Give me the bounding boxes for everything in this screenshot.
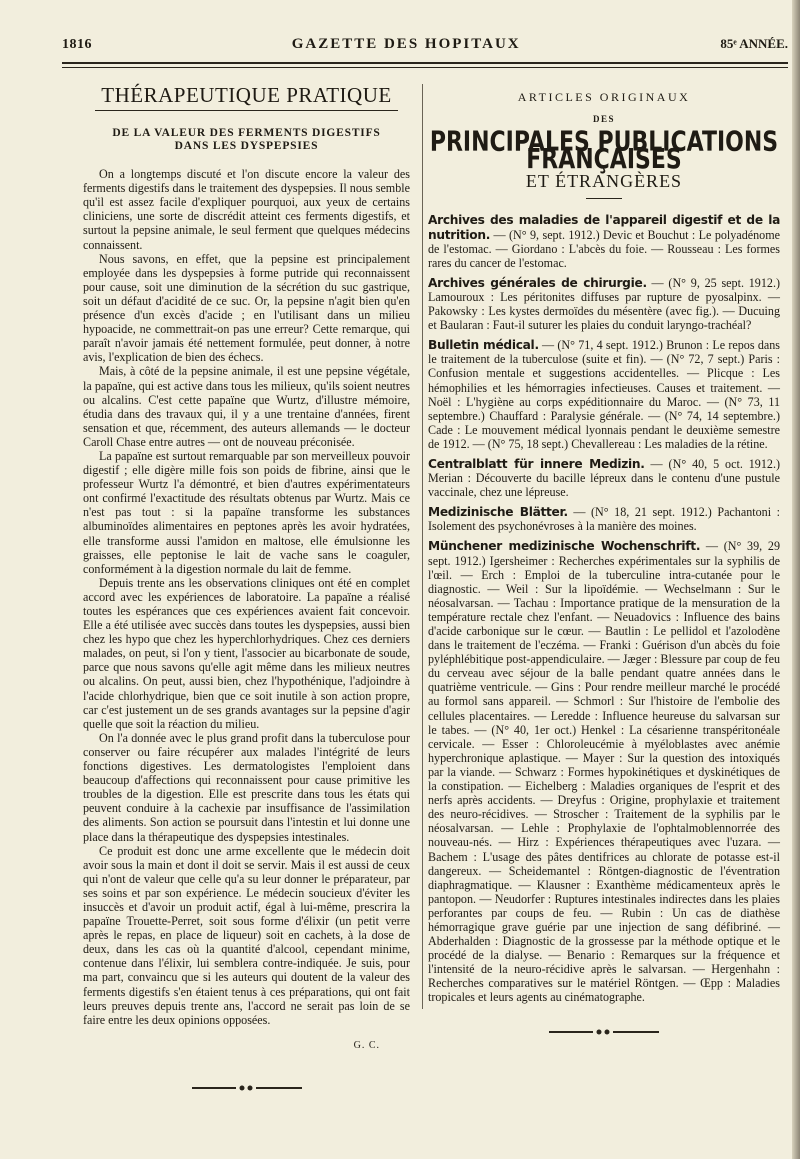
short-rule bbox=[586, 198, 622, 199]
publication-entry bbox=[428, 213, 780, 269]
journal-name: Archives des maladies de l'appareil digestif et de la nutrition. bbox=[428, 213, 780, 242]
journal-name: Archives générales de chirurgie. bbox=[428, 275, 647, 290]
journal-title: GAZETTE DES HOPITAUX bbox=[291, 36, 521, 52]
column-divider bbox=[422, 84, 423, 1009]
paragraph: On a longtemps discuté et l'on discute encore la valeur des ferments digestifs dans le traitement des dyspepsies. Il nous semble qu'il est assez facile d'expliquer pourquoi, aux yeux de certains cliniciens, une sorte de discrédit atteint ces ferments digestifs, et surtout la pepsine animale, le seul ferment que quelques médecins connaissent. bbox=[83, 167, 410, 252]
section-rule bbox=[95, 110, 398, 111]
journal-name: Medizinische Blätter. bbox=[428, 505, 568, 520]
entry-body: — (N° 40, 5 oct. 1912.) Merian : Découverte du bacille lépreux dans le contenu d'une pustule vaccinale, chez une lépreuse. bbox=[428, 456, 780, 500]
publication-entry bbox=[428, 338, 780, 451]
entry-body: — (N° 9, sept. 1912.) Devic et Bouchut : Le polyadénome de l'estomac. — Giordano : L'abcès du foie. — Rousseau : Les formes rares du cancer de l'estomac. bbox=[428, 227, 780, 270]
entry-body: — (N° 18, 21 sept. 1912.) Pachantoni : Isolement des psychonévroses à la manière des moines. bbox=[428, 505, 780, 534]
entry-body: — (N° 39, 29 sept. 1912.) Igersheimer : Recherches expérimentales sur la syphilis de l'œil. — Erch : Emploi de la tuberculine intra-cutanée pour le diagnostic. — Weil : Sur la lipoïdémie. — Wechselmann : Sur le néosalvarsan. — Tachau : Importance pratique de la mensuration de la température rectale chez l'enfant. — Neuadovics : Influence des bains d'acide carbonique sur le cœur. — Bautlin : Le pellidol et l'azolodène dans le traitement de l'eczéma. — Franki : Guérison d'un abcès du foie pyléphlébitique post-appendiculaire. — Jæger : Blessure par coup de feu du cerveau avec séjour de la balle pendant quatre années dans le quatrième ventricule. — Gins : Pour rendre meilleur marché le procédé au formol sans appareil. — Schmorl : Sur l'histoire de l'embolie des cellules placentaires. — Leredde : Influence heureuse du salvarsan sur le tabes. — (N° 40, 1er oct.) Henkel : La césarienne transpéritonéale cervicale. — Esser : Chloroleucémie à myéloblastes avec anémie hyperchronique aplastique. — Mayer : Sur la question des intoxiqués par la viande. — Schwarz : Formes hypokinétiques et dyskinétiques de la constipation. — Eichelberg : Maladies organiques de l'esprit et des nerfs après accidents. — Dreyfus : Origine, prophylaxie et traitement des neuro-récidives. — Stroscher : Traitement de la syphilis par le néosalvarsan. — Lehle : Prophylaxie de l'ophtalmoblennorrée des nouveau-nés. — Hirz : Expériences thérapeutiques avec l'uzara. — Bachem : L'usage des pâtes dentifrices au chlorate de potasse est-il dangereux. — Scheidemantel : Röntgen-diagnostic de l'éventration diaphragmatique. — Klausner : Exanthème médicamenteux après le pantopon. — Neudorfer : Ruptures intestinales indirectes dans les plaies perforantes par coups de feu. — Rubin : Un cas de diathèse hémorragique grave guérie par une injection de sang défibriné. — Abderhalden : Diagnostic de la grossesse par la méthode optique et le procédé de la dialyse. — Benario : Remarques sur la fréquence et l'intensité de la neuro-récidive après le salvarsan. — Hergenhahn : Recherches comparatives sur le matériel Röntgen. — Œpp : Maladies tropicales et leurs agents au cinématographe. bbox=[428, 539, 780, 1005]
paragraph: La papaïne est surtout remarquable par son merveilleux pouvoir digestif ; elle digère mille fois son poids de fibrine, ainsi que le professeur Wurtz l'a démontré, et bien d'autres expérimentateurs ont confirmé l'exactitude des résultats obtenus par Wurtz. Mais ce n'est pas tout : si la papaïne transforme les substances albuminoïdes alimentaires en peptones après les avoir hydratées, elle transforme aussi l'amidon en maltose, elle émulsionne les graisses, elle peptonise le lait de vache sans le coaguler, conformément à la digestion normale du lait de femme. bbox=[83, 448, 410, 576]
publication-entry bbox=[428, 539, 780, 1004]
article-title bbox=[83, 127, 410, 153]
volume-year: 85ᵉ ANNÉE. bbox=[720, 36, 788, 51]
entry-body: — (N° 9, 25 sept. 1912.) Lamouroux : Les péritonites diffuses par rupture de pyosalpinx. — Pakowsky : Les kystes dermoïdes du mésentère (avec fig.). — Ducuing et Baularan : Faut-il suturer les plaies du conduit laryngo-trachéal? bbox=[428, 275, 780, 333]
ornament-divider bbox=[83, 1081, 410, 1091]
paragraph: Depuis trente ans les observations cliniques ont été en complet accord avec les expériences de laboratoire. La papaïne a réalisé toutes les espérances que ces expériences avaient fait concevoir. Elle a été utilisée avec succès dans toutes les dyspepsies, aussi bien chez les hypo que chez les hyperchlorhydriques. Chez ces derniers malades, on peut, si l'on y tient, l'associer au bicarbonate de soude, parce que nous savons qu'elle agit même dans les milieux neutres ou alcalins. On peut, aussi bien, chez l'hypothénique, l'adjoindre à l'acide chlorhydrique, bien que ce soit inutile à son action propre, car c'est justement un de ses grands avantages sur la pepsine d'agir quelle que soit la réaction du milieu. bbox=[83, 575, 410, 731]
paragraph: Mais, à côté de la pepsine animale, il est une pepsine végétale, la papaïne, qui est active dans tous les milieux, qu'ils soient neutres ou alcalins. C'est cette papaïne que Wurtz, d'illustre mémoire, étudia dans des travaux qui, il y a une trentaine d'années, firent sensation et que, récemment, des auteurs allemands — le docteur Caroll Chase entre autres — ont de nouveau préconisée. bbox=[83, 364, 410, 449]
journal-name: Münchener medizinische Wochenschrift. bbox=[428, 539, 701, 554]
section-subtitle: ET ÉTRANGÈRES bbox=[525, 171, 683, 192]
ornament-icon bbox=[549, 1028, 659, 1036]
section-title: THÉRAPEUTIQUE PRATIQUE bbox=[101, 83, 392, 107]
page-number: 1816 bbox=[62, 37, 92, 52]
article-title-line-2: DANS LES DYSPEPSIES bbox=[174, 140, 319, 153]
section-des: DES bbox=[592, 114, 615, 125]
ornament-divider bbox=[428, 1025, 780, 1035]
journal-name: Centralblatt für innere Medizin. bbox=[428, 456, 645, 471]
left-column bbox=[83, 84, 410, 1091]
publication-entry bbox=[428, 276, 780, 332]
header-rule bbox=[62, 62, 788, 68]
publication-entry bbox=[428, 457, 780, 499]
ornament-icon bbox=[192, 1084, 302, 1092]
paragraph: Ce produit est donc une arme excellente que le médecin doit avoir sous la main et dont il doit se servir. Mais il est aussi de ceux qui n'ont de valeur que celle qu'a su leur donner le préparateur, par ses soins et par son expérience. Le médecin soucieux d'éviter les insuccès et d'avoir un produit actif, égal à lui-même, prescrira la papaïne Trouette-Perret, soit sous forme d'élixir (un petit verre après le repas, en place de liqueur) soit en cachets, à la dose de deux, dans les cas où la quantité d'alcool, cependant minime, contenue dans l'élixir, lui semblera contre-indiquée. Je suis, pour ma part, convaincu que si les auteurs qui doutent de la valeur des ferments digestifs s'en étaient tenus à ces préparations, qui ont fait leurs preuves depuis trente ans, l'accord ne serait pas loin de se faire entre les deux opinions opposées. bbox=[83, 843, 410, 1027]
section-kicker: ARTICLES ORIGINAUX bbox=[517, 90, 691, 104]
article-title-line-1: DE LA VALEUR DES FERMENTS DIGESTIFS bbox=[112, 127, 381, 140]
entry-body: — (N° 71, 4 sept. 1912.) Brunon : Le repos dans le traitement de la tuberculose (suite et fin). — (N° 72, 7 sept.) Paris : Confusion mentale et suggestions accidentelles. — Plicque : Les hémophilies et les hémorragies infectieuses. Causes et traitement. — Noël : L'hygiène au corps expéditionnaire du Maroc. — (N° 73, 11 septembre.) Chauffard : Paralysie générale. — (N° 74, 14 septembre.) Cade : Le mouvement médical lyonnais pendant le deuxième semestre de 1912. — (N° 75, 18 sept.) Chevallereau : Les maladies de la rétine. bbox=[428, 338, 780, 451]
paragraph: On l'a donnée avec le plus grand profit dans la tuberculose pour conserver ou faire récupérer aux malades l'intégrité de leurs fonctions digestives. Les dermatologistes l'emploient dans beaucoup d'affections qui reconnaissent pour cause primitive les troubles de la digestion. Elle est prescrite dans tous les états qui peuvent conduire à la cachexie par insuffisance de l'assimilation des aliments. Son action se poursuit dans l'intestin et lui donne une place dans la thérapeutique des dyspepsies intestinales. bbox=[83, 730, 410, 844]
author-signature: G. C. bbox=[353, 1039, 380, 1051]
paragraph: Nous savons, en effet, que la pepsine est principalement employée dans les dyspepsies à forme putride qui reconnaissent pour cause, soit une diminution de la sécrétion du suc gastrique, soit un défaut d'acidité de ce suc. Or, la pepsine n'agit bien qu'en présence d'un excès d'acide ; en l'utilisant dans un milieu hypoacide, ne commettrait-on pas une erreur? Cette remarque, qui paraît n'avoir jamais été nettement formulée, peut donner, à notre avis, l'explication de bien des échecs. bbox=[83, 251, 410, 365]
page-edge bbox=[792, 0, 800, 1159]
running-head bbox=[62, 36, 788, 58]
publication-entry bbox=[428, 505, 780, 533]
journal-name: Bulletin médical. bbox=[428, 338, 539, 353]
section-main-title: PRINCIPALES PUBLICATIONS FRANÇAISES bbox=[429, 126, 779, 176]
right-column bbox=[428, 84, 780, 1035]
